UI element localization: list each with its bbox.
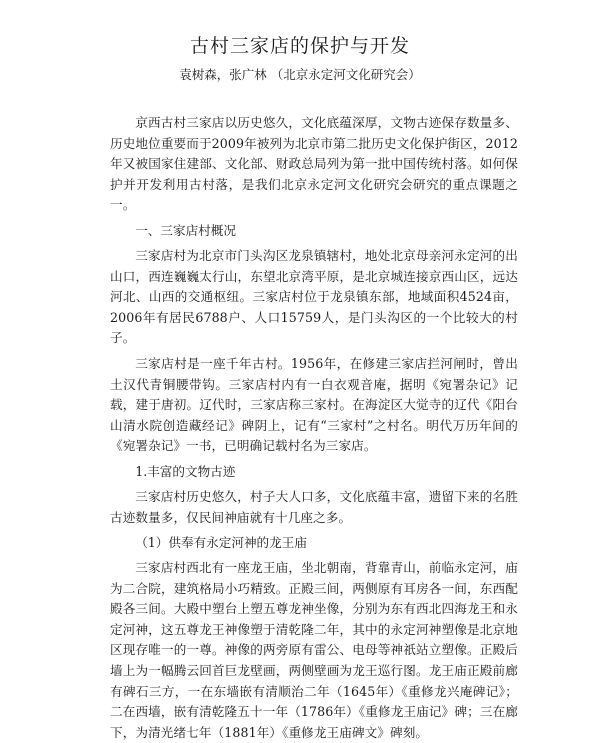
paragraph-dragon-temple: 三家店村西北有一座龙王庙，坐北朝南，背靠青山，前临永定河，庙为二合院，建筑格局小巧精致。正殿三间，两侧原有耳房各一间，东西配殿各三间。大殿中塑台上塑五尊龙神坐像，分别为东有西北四海龙王和永定河神，这五尊龙王神像塑于清乾隆二年，其中的永定河神塑像是北京地区现存唯一的一尊。神像的两旁原有雷公、电母等神祇站立塑像。正殿后墙上为一幅腾云回首巨龙壁画，两侧壁画为龙王巡行图。龙王庙正殿前廊有碑石三方，一在东墙嵌有清顺治二年（1645年）《重修龙兴庵碑记》；二在西墙，嵌有清乾隆五十一年（1786年）《重修龙王庙记》碑；三在廊下，为清光绪七年（1881年）《重修龙王庙碑文》碑刻。 xyxy=(110,560,518,740)
paragraph-history: 三家店村是一座千年古村。1956年，在修建三家店拦河闸时，曾出土汉代青铜腰带钩。三家店村内有一白衣观音庵，据明《宛署杂记》记载，建于唐初。辽代时，三家店称三家村。在海淀区大觉寺的辽代《阳台山清水院创造藏经记》碑阴上，记有“三家村”之村名。明代万历年间的《宛署杂记》一书，已明确记载村名为三家店。 xyxy=(110,355,518,454)
document-title: 古村三家店的保护与开发 xyxy=(189,35,410,57)
paragraph-intro: 京西古村三家店以历史悠久，文化底蕴深厚，文物古迹保存数量多、历史地位重要而于2009年被列为北京市第二批历史文化保护街区，2012年又被国家住建部、文化部、财政总局列为第一批中国传统村落。如何保护并开发利用古村落，是我们北京永定河文化研究会研究的重点课题之一。 xyxy=(110,115,518,213)
document-body xyxy=(110,113,518,743)
subsection-heading-dragon-temple: （1）供奉有永定河神的龙王庙 xyxy=(135,535,307,551)
paragraph-location: 三家店村为北京市门头沟区龙泉镇辖村，地处北京母亲河永定河的出山口，西连巍巍太行山，东望北京湾平原，是北京城连接京西山区，远达河北、山西的交通枢纽。三家店村位于龙泉镇东部，地域面积4524亩，2006年有居民6788户、人口15759人，是门头沟区的一个比较大的村子。 xyxy=(110,247,518,346)
paragraph-relics: 三家店村历史悠久，村子大人口多，文化底蕴丰富，遗留下来的名胜古迹数量多，仅民间神庙就有十几座之多。 xyxy=(110,488,518,525)
subsection-heading-relics: 1.丰富的文物古迹 xyxy=(135,463,236,479)
document-authors: 袁树森，张广林 （北京永定河文化研究会） xyxy=(179,67,421,82)
section-heading-overview: 一、三家店村概况 xyxy=(135,222,236,238)
